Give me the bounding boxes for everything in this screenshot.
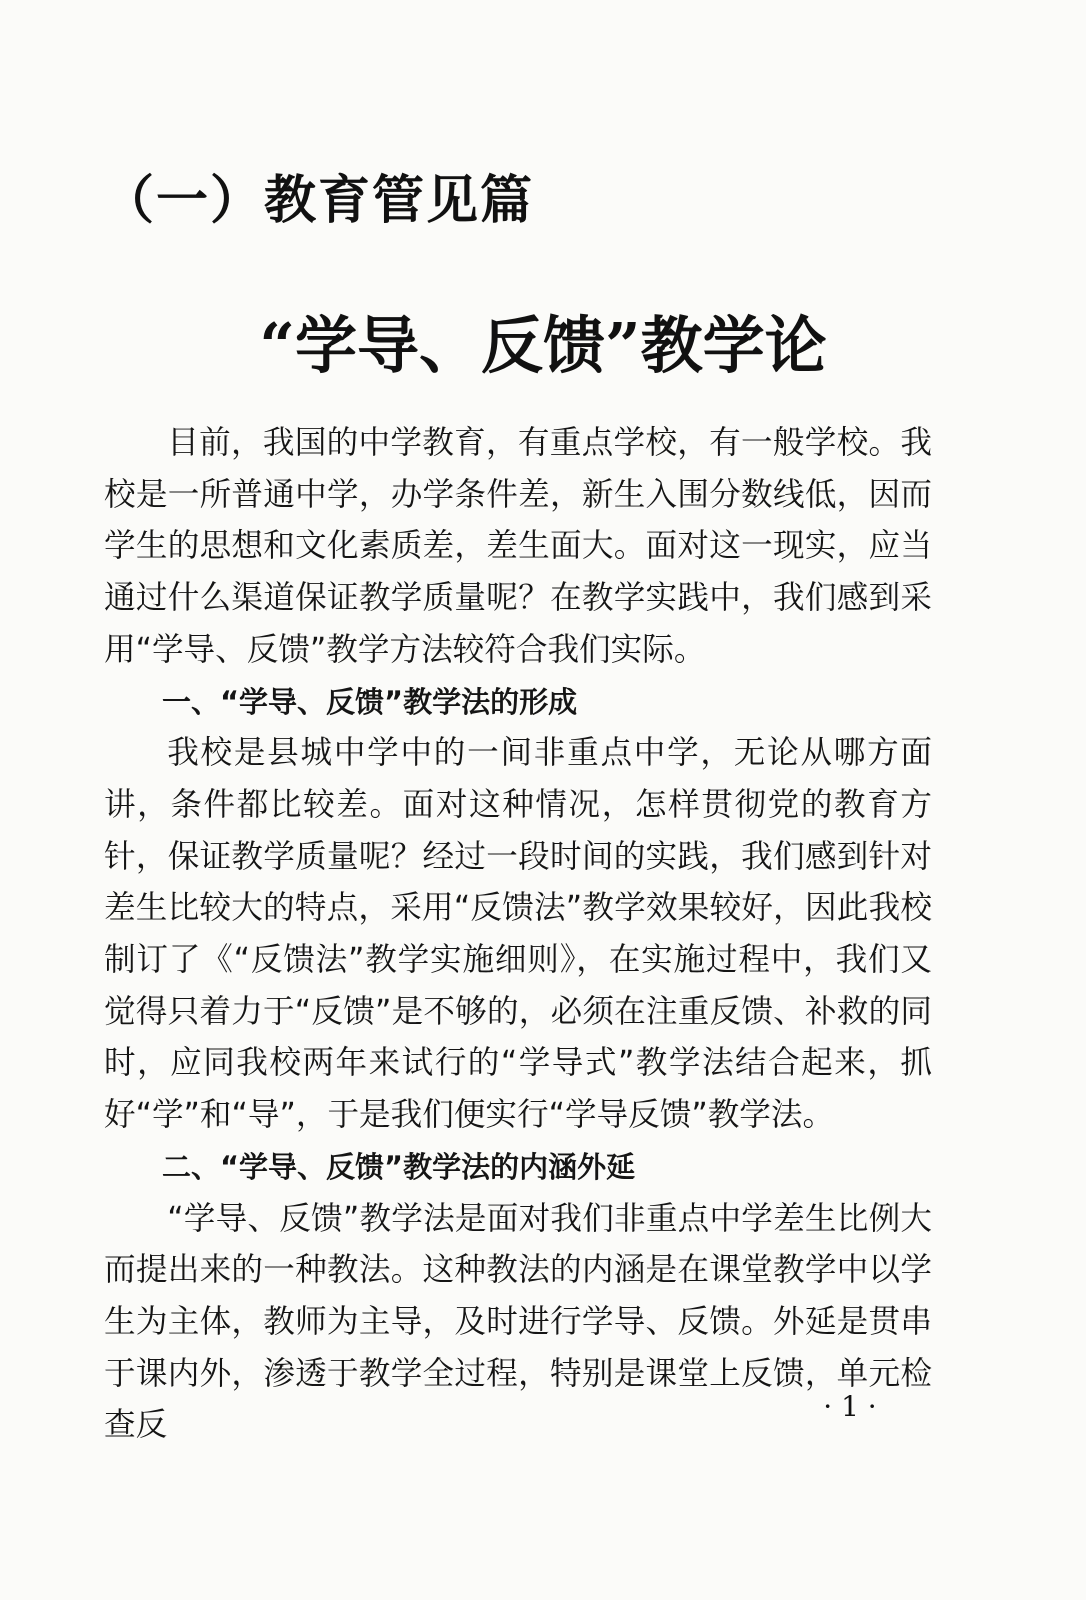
page-number: · 1 ·	[823, 1390, 877, 1423]
intro-paragraph: 目前，我国的中学教育，有重点学校，有一般学校。我校是一所普通中学，办学条件差，新生入围分数线低，因而学生的思想和文化素质差，差生面大。面对这一现实，应当通过什么渠道保证教学质量呢？在教学实践中，我们感到采用“学导、反馈”教学方法较符合我们实际。	[104, 425, 932, 668]
connotation-paragraph: “学导、反馈”教学法是面对我们非重点中学差生比例大而提出来的一种教法。这种教法的内涵是在课堂教学中以学生为主体，教师为主导，及时进行学导、反馈。外延是贯串于课内外，渗透于教学全过程，特别是课堂上反馈，单元检查反	[104, 1200, 932, 1444]
article-body	[104, 418, 932, 1452]
formation-paragraph: 我校是县城中学中的一间非重点中学，无论从哪方面讲，条件都比较差。面对这种情况，怎样贯彻党的教育方针，保证教学质量呢？经过一段时间的实践，我们感到针对差生比较大的特点，采用“反馈法”教学效果较好，因此我校制订了《“反馈法”教学实施细则》，在实施过程中，我们又觉得只着力于“反馈”是不够的，必须在注重反馈、补救的同时，应同我校两年来试行的“学导式”教学法结合起来，抓好“学”和“导”，于是我们便实行“学导反馈”教学法。	[104, 735, 932, 1134]
heading-connotation: 二、“学导、反馈”教学法的内涵外延	[162, 1149, 636, 1184]
section-title: （一）教育管见篇	[102, 171, 535, 231]
heading-formation: 一、“学导、反馈”教学法的形成	[162, 684, 578, 719]
article-title: “学导、反馈”教学论	[259, 309, 827, 382]
